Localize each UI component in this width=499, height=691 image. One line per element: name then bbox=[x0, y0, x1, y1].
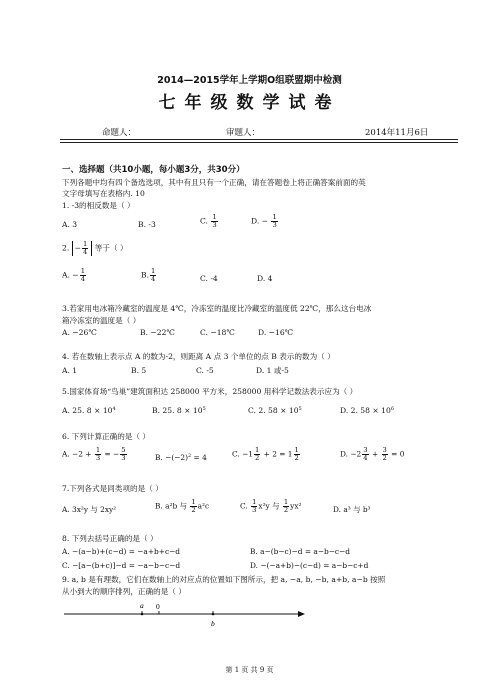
q9-line1: 9. a, b 是有理数，它们在数轴上的对应点的位置如下图所示，把 a, −a, b, −b, a+b, a−b 按照 bbox=[62, 575, 386, 584]
q7-stem: 7.下列各式是同类项的是（ ） bbox=[62, 484, 163, 493]
q6-b-tail: = 4 bbox=[191, 453, 207, 462]
q8-stem: 8. 下列去括号正确的是（ ） bbox=[62, 534, 158, 543]
q5-d-base: D. 2. 58 × 10 bbox=[340, 406, 391, 415]
header-rule-bottom bbox=[60, 142, 458, 143]
q8-option-d: D. −(−a+b)−(c−d) = a−b−c+d bbox=[250, 561, 369, 570]
q5-b-exponent: 5 bbox=[202, 406, 206, 412]
q2-abs-fraction bbox=[82, 241, 88, 256]
q1-c-label: C. bbox=[200, 216, 208, 226]
q7-b-num: 1 bbox=[191, 498, 196, 506]
q7-option-a: A. 3x²y 与 2xy² bbox=[62, 505, 117, 514]
q1-d-fraction bbox=[271, 214, 277, 229]
q7-c-n1: 1 bbox=[252, 498, 257, 506]
q3-option-a: A. −26℃ bbox=[62, 328, 97, 337]
q1-d-label: D. − bbox=[251, 216, 269, 226]
q6-c-pre: C. −1 bbox=[232, 449, 253, 459]
q4-stem: 4. 若在数轴上表示点 A 的数为-2，则距离 A 点 3 个单位的点 B 表示的数为（ ） bbox=[62, 352, 335, 361]
q5-option-c bbox=[248, 406, 302, 416]
q6-a-d1: 3 bbox=[95, 454, 101, 462]
q6-c-d1: 2 bbox=[254, 454, 260, 462]
q6-c-frac1 bbox=[254, 447, 260, 462]
exam-name: 2014—2015学年上学期O组联盟期中检测 bbox=[157, 75, 342, 86]
q2-abs-num: 1 bbox=[83, 240, 88, 248]
q2-option-a bbox=[62, 268, 87, 283]
q6-c-n2: 1 bbox=[294, 446, 299, 454]
q2-a-den: 4 bbox=[80, 275, 86, 283]
q2-b-num: 1 bbox=[151, 267, 156, 275]
q4-option-b: B. 5 bbox=[131, 366, 147, 375]
q1-d-den: 3 bbox=[272, 221, 277, 229]
q5-option-a bbox=[62, 406, 116, 416]
q7-option-d: D. a³ 与 b³ bbox=[333, 505, 371, 514]
q6-a-n1: 1 bbox=[95, 446, 101, 454]
q6-d-tail: = 0 bbox=[388, 449, 405, 459]
header-rule-top bbox=[60, 139, 458, 140]
q5-c-base: C. 2. 58 × 10 bbox=[248, 406, 299, 415]
q6-a-n2: 5 bbox=[121, 446, 126, 454]
q7-c-n2: 1 bbox=[283, 498, 289, 506]
q6-c-n1: 1 bbox=[254, 446, 260, 454]
q6-d-pre: D. −2 bbox=[340, 449, 362, 459]
q4-option-d: D. 1 或-5 bbox=[256, 366, 289, 375]
q9-line2: 从小到大的顺序排列，正确的是（ ） bbox=[62, 587, 186, 596]
q6-c-frac2 bbox=[294, 447, 300, 462]
q6-a-frac2 bbox=[120, 447, 126, 462]
axis-label-a: a bbox=[140, 601, 144, 610]
q6-a-frac1 bbox=[95, 447, 101, 462]
reviewer-label: 审题人： bbox=[226, 128, 261, 138]
q7-option-c bbox=[240, 499, 301, 514]
q3-option-d: D. −16℃ bbox=[258, 328, 294, 337]
q2-b-den: 4 bbox=[151, 275, 156, 283]
number-line-arrow bbox=[298, 611, 305, 617]
q1-option-b: B. -3 bbox=[138, 220, 156, 229]
q2-a-label: A. − bbox=[62, 270, 79, 280]
q6-c-mid: + 2 = 1 bbox=[261, 449, 293, 459]
q5-a-exponent: 4 bbox=[112, 406, 116, 412]
q3-option-c: C. −18℃ bbox=[200, 328, 235, 337]
q2-option-d: D. 4 bbox=[257, 274, 273, 283]
q6-option-b bbox=[155, 453, 207, 463]
q6-option-d bbox=[340, 447, 404, 462]
q5-d-exponent: 6 bbox=[390, 406, 395, 412]
q7-c-tail: yx² bbox=[290, 501, 302, 511]
q6-a-pre: A. −2 + bbox=[62, 449, 94, 459]
q6-d-frac1 bbox=[362, 447, 368, 462]
q1-d-num: 1 bbox=[272, 213, 277, 221]
q2-option-c: C. -4 bbox=[200, 274, 218, 283]
q6-d-n1: 3 bbox=[363, 446, 368, 454]
q2-suffix: 等于（ ） bbox=[94, 243, 128, 253]
paper-title: 七年级数学试卷 bbox=[158, 93, 341, 113]
q6-stem: 6. 下列计算正确的是（ ） bbox=[62, 432, 151, 441]
axis-label-b: b bbox=[211, 619, 215, 628]
q8-option-b: B. a−(b−c)−d = a−b−c−d bbox=[250, 547, 350, 556]
q6-a-mid: = − bbox=[102, 449, 120, 459]
q3-option-b: B. −22℃ bbox=[140, 328, 175, 337]
q5-option-d bbox=[340, 406, 394, 416]
q7-b-tail: a²c bbox=[197, 501, 210, 511]
q7-c-pre: C. bbox=[240, 501, 251, 511]
q7-c-d2: 2 bbox=[283, 506, 289, 514]
q6-a-d2: 3 bbox=[121, 454, 126, 462]
q5-option-b bbox=[152, 406, 206, 416]
q6-b-exponent: 2 bbox=[187, 453, 192, 459]
q6-option-a bbox=[62, 447, 128, 462]
q2-option-b bbox=[141, 268, 157, 283]
q2-absolute-value bbox=[72, 241, 93, 256]
q7-c-d1: 3 bbox=[252, 506, 257, 514]
q5-a-base: A. 25. 8 × 10 bbox=[62, 406, 113, 415]
q2-abs-sign: − bbox=[74, 243, 82, 253]
q7-b-frac bbox=[190, 499, 196, 514]
q1-option-a: A. 3 bbox=[62, 220, 78, 229]
q6-d-n2: 3 bbox=[382, 446, 387, 454]
q1-stem: 1. -3的相反数是（ ） bbox=[62, 201, 135, 210]
q1-c-fraction bbox=[211, 214, 217, 229]
q3-line1: 3.若家用电冰箱冷藏室的温度是 4℃，冷冻室的温度比冷藏室的温度低 22℃，那么这台电冰 bbox=[62, 304, 372, 313]
point-a bbox=[141, 613, 144, 616]
q4-option-a: A. 1 bbox=[62, 366, 78, 375]
q8-option-c: C. −[a−(b+c)]−d = −a−b−c−d bbox=[62, 561, 181, 570]
q1-c-den: 3 bbox=[212, 221, 217, 229]
q6-d-d1: 4 bbox=[363, 454, 368, 462]
q6-d-d2: 2 bbox=[382, 454, 387, 462]
q5-c-exponent: 5 bbox=[298, 406, 302, 412]
q6-c-d2: 2 bbox=[294, 454, 299, 462]
q1-option-d bbox=[251, 214, 279, 229]
q7-option-b bbox=[155, 499, 209, 514]
q7-b-pre: B. a²b 与 bbox=[155, 501, 190, 511]
exam-date: 2014年11月6日 bbox=[365, 128, 429, 138]
point-b bbox=[212, 613, 215, 616]
axis-label-zero: 0 bbox=[156, 602, 160, 611]
q6-b-label: B. −(−2) bbox=[155, 453, 188, 462]
q2-stem bbox=[62, 241, 128, 256]
q3-line2: 箱冷冻室的温度是（ ） bbox=[62, 316, 141, 325]
q2-abs-den: 4 bbox=[83, 248, 88, 256]
q5-b-base: B. 25. 8 × 10 bbox=[152, 406, 203, 415]
q1-option-c bbox=[200, 214, 219, 229]
q1-c-num: 1 bbox=[212, 213, 217, 221]
setter-label: 命题人： bbox=[102, 128, 137, 138]
page-footer: 第 1 页 共 9 页 bbox=[225, 666, 274, 674]
q6-d-mid: + bbox=[369, 449, 381, 459]
q2-a-num: 1 bbox=[80, 267, 86, 275]
instructions-line1: 下列各题中均有四个备选选项，其中有且只有一个正确，请在答题卷上将正确答案前面的英 bbox=[62, 178, 366, 187]
q4-option-c: C. -5 bbox=[196, 366, 214, 375]
section-heading: 一、选择题（共10小题，每小题3分，共30分） bbox=[62, 165, 245, 175]
q7-c-frac2 bbox=[283, 499, 289, 514]
q7-b-den: 2 bbox=[191, 506, 196, 514]
q2-b-label: B. bbox=[141, 270, 149, 280]
instructions-line2: 文字母填写在表格内. 10 bbox=[62, 189, 145, 198]
q2-b-fraction bbox=[150, 268, 156, 283]
q5-stem: 5.国家体育场“鸟巢”建筑面积达 258000 平方米，258000 用科学记数法表示应为（ ） bbox=[62, 387, 358, 396]
q2-a-fraction bbox=[80, 268, 86, 283]
q7-c-mid: x²y 与 bbox=[258, 501, 282, 511]
q7-c-frac1 bbox=[251, 499, 257, 514]
q6-d-frac2 bbox=[382, 447, 388, 462]
number-line-figure bbox=[60, 600, 310, 630]
q2-prefix: 2. bbox=[62, 243, 70, 253]
q8-option-a: A. −(a−b)+(c−d) = −a+b+c−d bbox=[62, 547, 181, 556]
q6-option-c bbox=[232, 447, 301, 462]
